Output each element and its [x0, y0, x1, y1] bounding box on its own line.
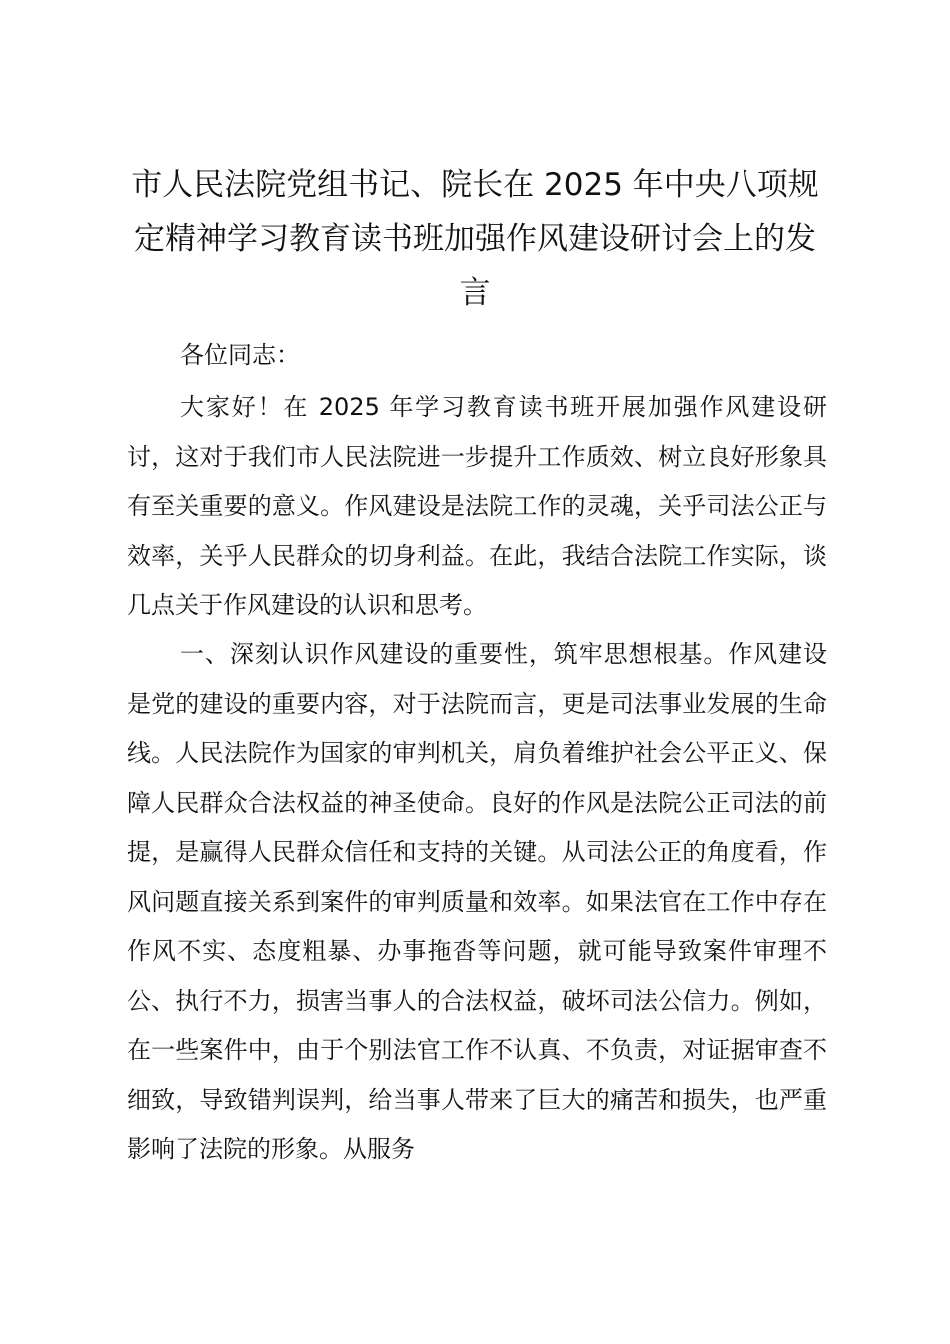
document-title: 市人民法院党组书记、院长在 2025 年中央八项规定精神学习教育读书班加强作风建设研讨会上的发言 [131, 167, 819, 311]
paragraph-opening: 大家好！在 2025 年学习教育读书班开展加强作风建设研讨，这对于我们市人民法院进一步提升工作质效、树立良好形象具有至关重要的意义。作风建设是法院工作的灵魂，关乎司法公正与效率，关乎人民群众的切身利益。在此，我结合法院工作实际，谈几点关于作风建设的认识和思考。 [127, 393, 827, 619]
salutation: 各位同志： [180, 341, 300, 369]
paragraph-section-one: 一、深刻认识作风建设的重要性，筑牢思想根基。作风建设是党的建设的重要内容，对于法院而言，更是司法事业发展的生命线。人民法院作为国家的审判机关，肩负着维护社会公平正义、保障人民群众合法权益的神圣使命。良好的作风是法院公正司法的前提，是赢得人民群众信任和支持的关键。从司法公正的角度看，作风问题直接关系到案件的审判质量和效率。如果法官在工作中存在作风不实、态度粗暴、办事拖沓等问题，就可能导致案件审理不公、执行不力，损害当事人的合法权益，破坏司法公信力。例如，在一些案件中，由于个别法官工作不认真、不负责，对证据审查不细致，导致错判误判，给当事人带来了巨大的痛苦和损失，也严重影响了法院的形象。从服务 [127, 640, 827, 1163]
